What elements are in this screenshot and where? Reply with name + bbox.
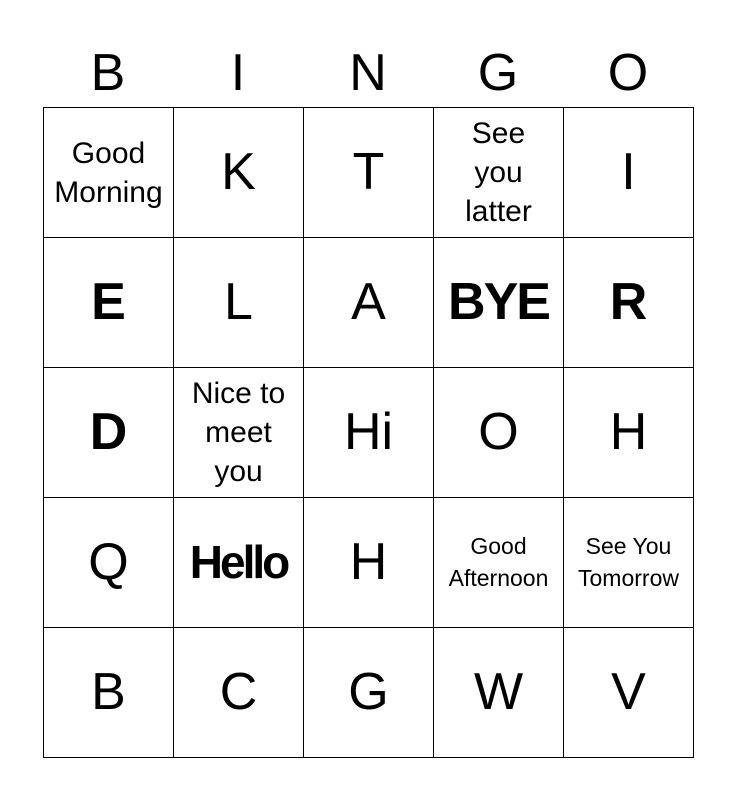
cell-text: G <box>348 662 389 721</box>
bingo-cell[interactable] <box>304 238 434 368</box>
bingo-cell[interactable] <box>304 498 434 628</box>
cell-text: E <box>91 272 126 331</box>
header-letter-i: I <box>230 44 246 102</box>
bingo-cell[interactable] <box>564 238 694 368</box>
bingo-header <box>43 38 693 108</box>
bingo-cell[interactable] <box>44 238 174 368</box>
bingo-cell[interactable] <box>44 368 174 498</box>
bingo-cell[interactable] <box>304 108 434 238</box>
bingo-cell[interactable] <box>304 628 434 758</box>
cell-text: BYE <box>448 272 549 331</box>
cell-text: H <box>609 402 648 461</box>
cell-text: L <box>224 272 253 331</box>
cell-text: W <box>473 662 524 721</box>
cell-text: See You Tomorrow <box>578 533 679 591</box>
bingo-cell[interactable] <box>434 238 564 368</box>
cell-text: T <box>352 142 385 201</box>
header-letter-b: B <box>90 44 126 102</box>
bingo-cell[interactable] <box>434 368 564 498</box>
cell-text: See you latter <box>465 117 532 228</box>
bingo-board <box>43 107 694 758</box>
bingo-cell[interactable] <box>44 628 174 758</box>
bingo-cell[interactable] <box>564 368 694 498</box>
cell-text: Hello <box>189 536 288 589</box>
bingo-cell[interactable] <box>44 498 174 628</box>
cell-text: V <box>611 662 646 721</box>
header-letter-n: N <box>349 44 387 102</box>
bingo-cell[interactable] <box>304 368 434 498</box>
bingo-cell[interactable] <box>174 108 304 238</box>
cell-text: A <box>351 272 386 331</box>
bingo-cell[interactable] <box>174 628 304 758</box>
bingo-cell[interactable] <box>564 498 694 628</box>
cell-text: B <box>91 662 126 721</box>
header-letter-g: G <box>477 44 519 102</box>
bingo-cell[interactable] <box>434 108 564 238</box>
cell-text: I <box>621 142 636 201</box>
cell-text: Q <box>88 532 129 591</box>
bingo-cell[interactable] <box>564 108 694 238</box>
cell-text: R <box>609 272 648 331</box>
bingo-cell[interactable] <box>174 238 304 368</box>
cell-text: K <box>221 142 256 201</box>
cell-text: Good Morning <box>54 136 163 209</box>
cell-text: C <box>219 662 258 721</box>
cell-text: D <box>89 402 128 461</box>
bingo-cell[interactable] <box>564 628 694 758</box>
cell-text: Nice to meet you <box>191 377 286 488</box>
bingo-cell[interactable] <box>44 108 174 238</box>
cell-text: O <box>478 402 519 461</box>
bingo-cell[interactable] <box>174 498 304 628</box>
bingo-cell[interactable] <box>174 368 304 498</box>
header-letter-o: O <box>607 44 649 102</box>
bingo-cell[interactable] <box>434 628 564 758</box>
cell-text: Hi <box>343 402 394 461</box>
bingo-cell[interactable] <box>434 498 564 628</box>
cell-text: H <box>349 532 388 591</box>
cell-text: Good Afternoon <box>448 533 549 591</box>
